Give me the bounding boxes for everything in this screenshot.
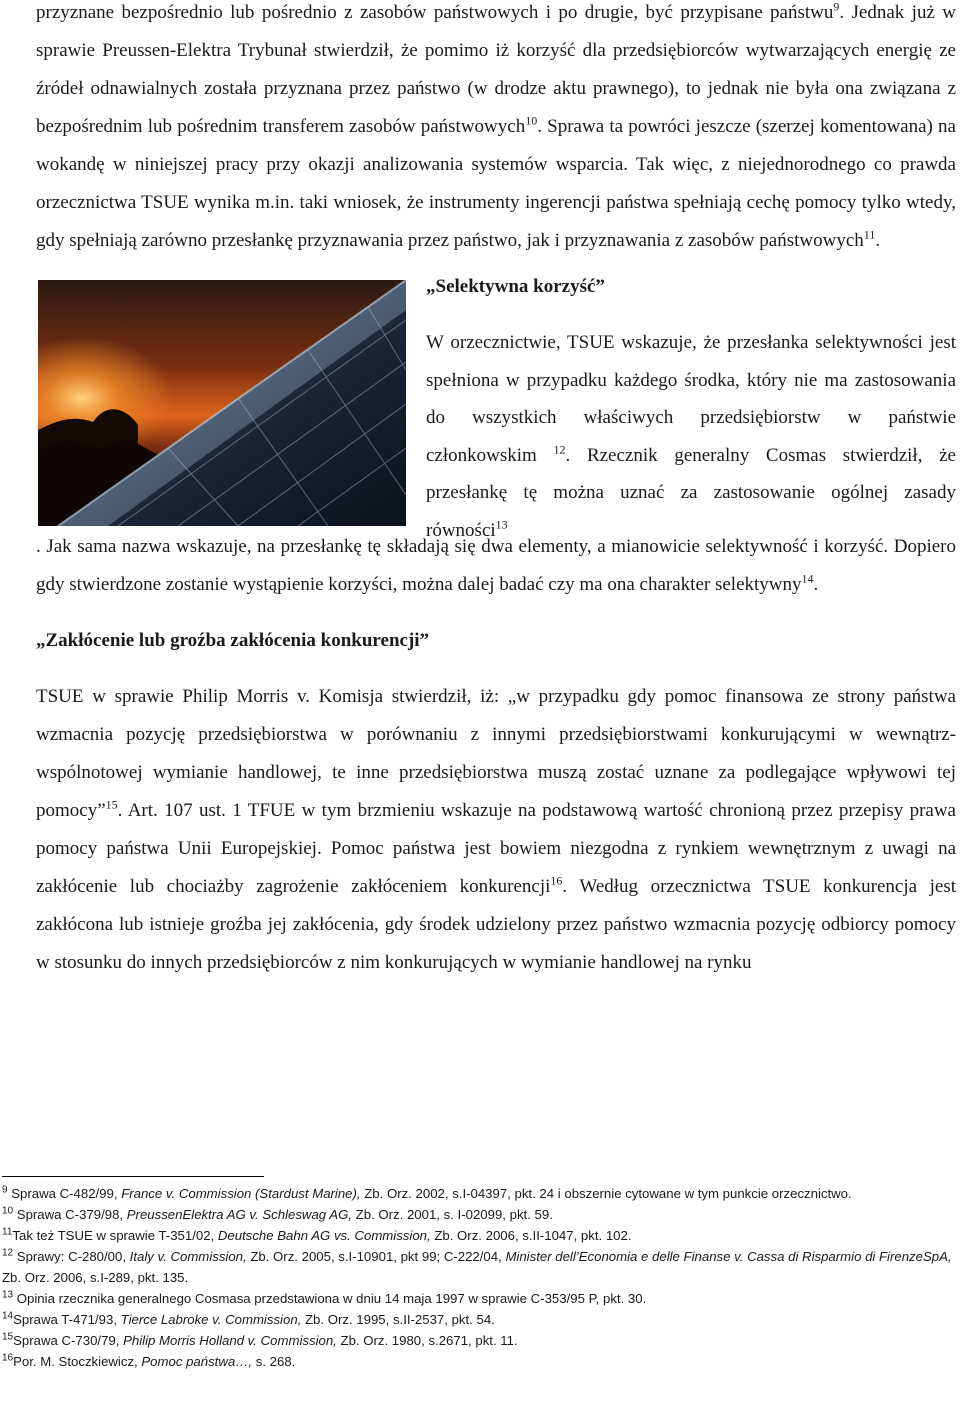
footnote-13: $^{13}$ Opinia rzecznika generalnego Cosmasa przedstawiona w dniu 14 maja 1997 w sprawie C-353/95 P, pkt. 30. — [2, 1289, 647, 1306]
footnote-ref-10[interactable]: 10 — [525, 113, 538, 128]
footnotes — [2, 1183, 952, 1372]
paragraph-3: TSUE w sprawie Philip Morris v. Komisja stwierdził, iż: „w przypadku gdy pomoc finansowa ze strony państwa wzmacnia pozycję przedsiębiorstwa w porównaniu z innymi przedsiębiorstwami konkurującymi w wewnątrz-wspólnotowej wymianie handlowej, te inne przedsiębiorstwa muszą zostać uznane za podlegające wpływowi tej pomocy”$^{15}$. Art. 107 ust. 1 TFUE w tym brzmieniu wskazuje na podstawową wartość chronioną przez przepisy prawa pomocy państwa Unii Europejskiej. Pomoc państwa jest bowiem niezgodna z rynkiem wewnętrznym z uwagi na zakłócenie lub chociażby zagrożenie zakłóceniem konkurencji$^{16}$. Według orzecznictwa TSUE konkurencja jest zakłócona lub istnieje groźba jej zakłócenia, gdy środek udzielony przez państwo wzmacnia pozycję odbiorcy pomocy w stosunku do innych przedsiębiorców z nim konkurujących w wymianie handlowej na rynku — [36, 686, 956, 973]
footnote-11: $^{11}$Tak też TSUE w sprawie T-351/02, Deutsche Bahn AG vs. Commission, Zb. Orz. 2006, s.II-1047, pkt. 102. — [2, 1226, 632, 1243]
footnote-9: $^9$ Sprawa C-482/99, France v. Commission (Stardust Marine), Zb. Orz. 2002, s.I-04397, pkt. 24 i obszernie cytowane w tym punkcie orzecznictwo. — [2, 1184, 852, 1201]
footnote-ref-13[interactable]: 13 — [495, 517, 508, 532]
footnote-15: $^{15}$Sprawa C-730/79, Philip Morris Holland v. Commission, Zb. Orz. 1980, s.2671, pkt. 11. — [2, 1331, 518, 1348]
footnote-separator — [2, 1176, 264, 1177]
footnote-ref-12[interactable]: 12 — [553, 442, 566, 457]
footnote-10: $^{10}$ Sprawa C-379/98, PreussenElektra AG v. Schleswag AG, Zb. Orz. 2001, s. I-02099, pkt. 59. — [2, 1205, 553, 1222]
section-heading-zaklocenie-konkurencji: „Zakłócenie lub groźba zakłócenia konkurencji” — [36, 630, 430, 651]
footnote-16: $^{16}$Por. M. Stoczkiewicz, Pomoc państwa…, s. 268. — [2, 1352, 296, 1369]
image-text-block — [36, 276, 956, 541]
paragraph-2-part-1: W orzecznictwie, TSUE wskazuje, że przesłanka selektywności jest spełniona w przypadku każdego środka, który nie ma zastosowania do wszystkich właściwych przedsiębiorstw w państwie członkowskim $^{12}$. Rzecznik generalny Cosmas stwierdził, że przesłankę tę można uznać za zastosowanie ogólnej zasady równości$^{13}$ — [426, 332, 956, 541]
footnote-14: $^{14}$Sprawa T-471/93, Tierce Labroke v. Commission, Zb. Orz. 1995, s.II-2537, pkt. 54. — [2, 1310, 495, 1327]
paragraph-1: przyznane bezpośrednio lub pośrednio z zasobów państwowych i po drugie, być przypisane państwu$^9$. Jednak już w sprawie Preussen-Elektra Trybunał stwierdził, że pomimo iż korzyść dla przedsiębiorców wytwarzających energię ze źródeł odnawialnych została przyznana przez państwo (w drodze aktu prawnego), to jednak nie była ona związana z bezpośrednim lub pośrednim transferem zasobów państwowych$^{10}$. Sprawa ta powróci jeszcze (szerzej komentowana) na wokandę w niniejszej pracy przy okazji analizowania systemów wsparcia. Tak więc, z niejednorodnego co prawda orzecznictwa TSUE wynika m.in. taki wniosek, że instrumenty ingerencji państwa spełniają cechę pomocy tylko wtedy, gdy spełniają zarówno przesłankę przyznawania przez państwo, jak i przyznawania z zasobów państwowych$^{11}$. — [36, 0, 956, 251]
footnote-ref-15[interactable]: 15 — [105, 797, 118, 812]
footnote-ref-9[interactable]: 9 — [833, 0, 840, 14]
footnote-12: $^{12}$ Sprawy: C-280/00, Italy v. Commission, Zb. Orz. 2005, s.I-10901, pkt 99; C-222/04, Minister dell’Economia e delle Finanse v. Cassa di Risparmio di FirenzeSpA, Zb. Orz. 2006, s.I-289, pkt. 135. — [2, 1247, 952, 1285]
selective-advantage-section — [426, 268, 956, 549]
paragraph-2-part-2: . Jak sama nazwa wskazuje, na przesłankę tę składają się dwa elementy, a mianowicie selektywność i korzyść. Dopiero gdy stwierdzone zostanie wystąpienie korzyści, można dalej badać czy ma ona charakter selektywny$^{14}$. — [36, 536, 956, 595]
document-page — [36, 0, 956, 982]
footnote-ref-16[interactable]: 16 — [550, 873, 563, 888]
solar-panel-photo — [38, 280, 406, 526]
footnote-ref-11[interactable]: 11 — [863, 227, 876, 242]
footnote-ref-14[interactable]: 14 — [801, 571, 814, 586]
section-heading-selektywna-korzysc: „Selektywna korzyść” — [426, 276, 605, 297]
solar-panel-sunset-photo-icon — [38, 280, 406, 526]
